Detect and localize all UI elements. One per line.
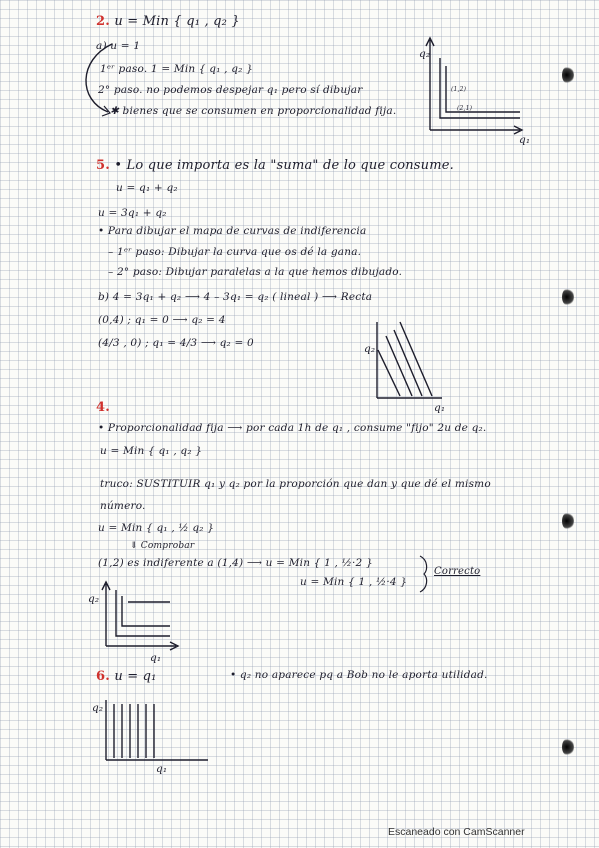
section-5-number: 5. [96,158,110,173]
g4-xlabel: q₁ [150,652,162,664]
g5-line-1 [378,350,400,396]
s4-line-8: u = Min { 1 , ½·4 } [300,576,408,588]
section-4-number: 4. [96,400,110,415]
s2-note: ✱ bienes que se consumen en proporcionalidad fija. [110,105,397,117]
g6-ylabel: q₂ [92,702,104,714]
s5-line-5: – 1ᵉʳ paso: Dibujar la curva que os dé la gana. [108,246,362,258]
s4-line-6: ⇓ Comprobar [130,541,195,551]
g2-curve-2 [446,66,520,112]
g5-line-2 [386,336,412,396]
s6-line-1: u = q₁ [114,669,157,684]
s5-line-6: – 2° paso: Dibujar paralelas a la que hemos dibujado. [108,266,403,278]
g2-xlabel: q₁ [519,134,531,146]
s2-step1: 1ᵉʳ paso. 1 = Min { q₁ , q₂ } [100,63,253,75]
g5-xlabel: q₁ [434,402,446,414]
g6-xlabel: q₁ [156,763,168,775]
graph-5 [377,322,442,398]
section-2-title: u = Min { q₁ , q₂ } [114,14,240,29]
s4-line-1: • Proporcionalidad fija ⟶ por cada 1h de q₁ , consume "fijo" 2u de q₂. [98,422,487,434]
s4-right-brace [420,556,427,592]
g4-curve-2 [122,596,170,626]
s4-line-4: número. [100,500,146,512]
g2-ylabel: q₂ [419,48,431,60]
s5-line-9: (4/3 , 0) ; q₁ = 4/3 ⟶ q₂ = 0 [98,337,254,349]
s4-correct-label: Correcto [434,566,481,577]
section-2-number: 2. [96,14,110,29]
camscanner-caption: Escaneado con CamScanner [388,826,525,838]
s6-line-2: • q₂ no aparece pq a Bob no le aporta utilidad. [230,669,488,681]
s5-line-1: • Lo que importa es la "suma" de lo que consume. [114,158,455,173]
graph-2 [426,38,522,134]
s4-line-3: truco: SUSTITUIR q₁ y q₂ por la proporción que dan y que dé el mismo [100,478,491,490]
g4-ylabel: q₂ [88,593,100,605]
s5-line-3: u = 3q₁ + q₂ [98,207,167,219]
graph-4 [102,582,178,650]
g4-curve-1 [116,590,170,636]
s2-bracket-arrow [86,44,112,112]
g5-ylabel: q₂ [364,343,376,355]
s5-line-8: (0,4) ; q₁ = 0 ⟶ q₂ = 4 [98,314,226,326]
s2-line-a: a) u = 1 [96,40,141,52]
g5-line-4 [400,322,432,396]
s2-step2: 2° paso. no podemos despejar q₁ pero sí dibujar [98,84,363,96]
s5-line-2: u = q₁ + q₂ [116,182,178,194]
s5-line-4: • Para dibujar el mapa de curvas de indiferencia [98,225,367,237]
g2-curve-1 [440,58,520,118]
s4-line-5: u = Min { q₁ , ½ q₂ } [98,522,215,534]
graph-6 [106,700,208,760]
g2-point-2: (2,1) [457,105,473,112]
s5-line-7: b) 4 = 3q₁ + q₂ ⟶ 4 – 3q₁ = q₂ ( lineal ) ⟶ Recta [98,291,373,303]
s4-line-2: u = Min { q₁ , q₂ } [100,445,203,457]
section-6-number: 6. [96,669,110,684]
s4-line-7: (1,2) es indiferente a (1,4) ⟶ u = Min { 1 , ½·2 } [98,557,373,569]
g2-point-1: (1,2) [451,86,467,93]
